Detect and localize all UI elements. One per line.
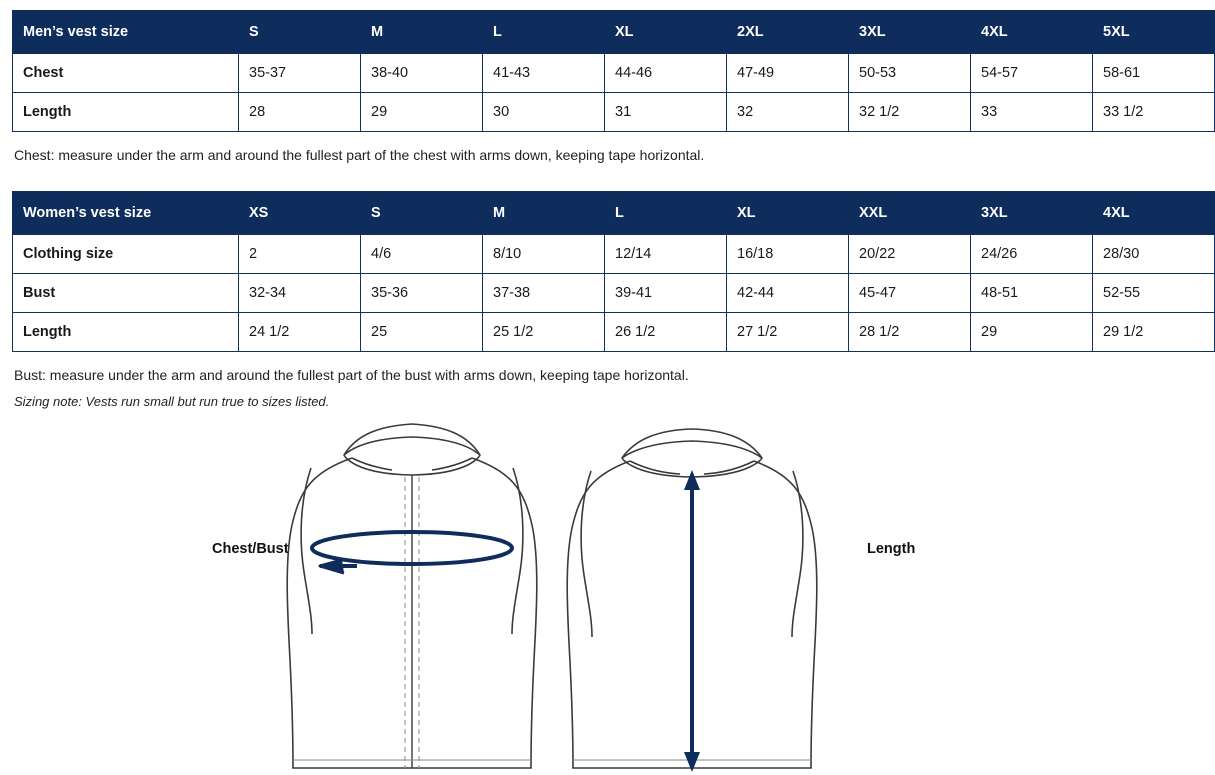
length-measure-arrow [684, 470, 700, 772]
table-cell: 8/10 [483, 234, 605, 273]
vest-measurement-diagram [12, 420, 1012, 775]
mens-header-2xl: 2XL [727, 11, 849, 54]
table-cell: 41-43 [483, 54, 605, 93]
womens-header-xs: XS [239, 191, 361, 234]
table-cell: 45-47 [849, 273, 971, 312]
table-cell: 24 1/2 [239, 312, 361, 351]
mens-table-header [13, 11, 1215, 54]
section-spacer [12, 165, 1012, 191]
table-cell: 52-55 [1093, 273, 1215, 312]
front-collar [344, 424, 480, 475]
table-cell: 35-36 [361, 273, 483, 312]
table-cell: 29 [361, 93, 483, 132]
table-cell: 12/14 [605, 234, 727, 273]
table-cell: 27 1/2 [727, 312, 849, 351]
womens-row-label-clothing-size: Clothing size [13, 234, 239, 273]
table-cell: 32-34 [239, 273, 361, 312]
table-cell: 54-57 [971, 54, 1093, 93]
mens-table-body [13, 54, 1215, 132]
womens-row-label-bust: Bust [13, 273, 239, 312]
mens-header-title: Men’s vest size [13, 11, 239, 54]
womens-measure-note: Bust: measure under the arm and around the fullest part of the bust with arms down, keeping tape horizontal. [14, 366, 689, 383]
mens-header-l: L [483, 11, 605, 54]
length-label: Length [867, 541, 916, 558]
womens-table-header [13, 191, 1215, 234]
table-cell: 32 1/2 [849, 93, 971, 132]
womens-header-l: L [605, 191, 727, 234]
table-cell: 29 [971, 312, 1093, 351]
table-cell: 47-49 [727, 54, 849, 93]
mens-row-label-chest: Chest [13, 54, 239, 93]
mens-header-5xl: 5XL [1093, 11, 1215, 54]
mens-header-m: M [361, 11, 483, 54]
front-vest-illustration [287, 424, 537, 768]
table-cell: 2 [239, 234, 361, 273]
table-cell: 38-40 [361, 54, 483, 93]
womens-table-body [13, 234, 1215, 351]
mens-header-4xl: 4XL [971, 11, 1093, 54]
sizing-note: Sizing note: Vests run small but run true to sizes listed. [14, 393, 330, 409]
table-cell: 48-51 [971, 273, 1093, 312]
table-cell: 32 [727, 93, 849, 132]
table-cell: 28/30 [1093, 234, 1215, 273]
mens-header-xl: XL [605, 11, 727, 54]
mens-measure-note: Chest: measure under the arm and around the fullest part of the chest with arms down, keeping tape horizontal. [14, 147, 705, 163]
table-cell: 25 [361, 312, 483, 351]
table-cell: 24/26 [971, 234, 1093, 273]
table-cell: 31 [605, 93, 727, 132]
back-shoulder-left [630, 461, 680, 474]
womens-row-label-length: Length [13, 312, 239, 351]
table-row [13, 93, 1215, 132]
table-row [13, 273, 1215, 312]
table-cell: 37-38 [483, 273, 605, 312]
womens-header-m: M [483, 191, 605, 234]
table-cell: 25 1/2 [483, 312, 605, 351]
table-header-row [13, 11, 1215, 54]
table-cell: 42-44 [727, 273, 849, 312]
womens-size-table [12, 191, 1215, 352]
vest-diagram-svg [12, 420, 1012, 775]
length-arrow-head-top [684, 470, 700, 490]
back-shoulder-right [704, 461, 754, 474]
table-header-row [13, 191, 1215, 234]
table-cell: 4/6 [361, 234, 483, 273]
table-cell: 39-41 [605, 273, 727, 312]
womens-header-title: Women’s vest size [13, 191, 239, 234]
back-collar [622, 429, 762, 477]
womens-header-4xl: 4XL [1093, 191, 1215, 234]
womens-header-xxl: XXL [849, 191, 971, 234]
front-shoulder-left [352, 458, 392, 470]
table-cell: 58-61 [1093, 54, 1215, 93]
table-row [13, 312, 1215, 351]
table-cell: 33 [971, 93, 1093, 132]
back-collar-fold [622, 441, 762, 458]
table-cell: 26 1/2 [605, 312, 727, 351]
mens-size-table [12, 10, 1215, 132]
table-cell: 16/18 [727, 234, 849, 273]
front-shoulder-right [432, 458, 472, 470]
mens-header-3xl: 3XL [849, 11, 971, 54]
table-row [13, 54, 1215, 93]
table-cell: 44-46 [605, 54, 727, 93]
womens-header-s: S [361, 191, 483, 234]
table-cell: 33 1/2 [1093, 93, 1215, 132]
table-cell: 50-53 [849, 54, 971, 93]
chest-bust-label: Chest/Bust [212, 541, 289, 558]
table-cell: 28 [239, 93, 361, 132]
table-cell: 20/22 [849, 234, 971, 273]
mens-header-s: S [239, 11, 361, 54]
womens-header-3xl: 3XL [971, 191, 1093, 234]
mens-row-label-length: Length [13, 93, 239, 132]
length-arrow-head-bottom [684, 752, 700, 772]
womens-header-xl: XL [727, 191, 849, 234]
table-cell: 30 [483, 93, 605, 132]
table-row [13, 234, 1215, 273]
table-cell: 28 1/2 [849, 312, 971, 351]
front-collar-fold [344, 437, 480, 455]
table-cell: 29 1/2 [1093, 312, 1215, 351]
table-cell: 35-37 [239, 54, 361, 93]
